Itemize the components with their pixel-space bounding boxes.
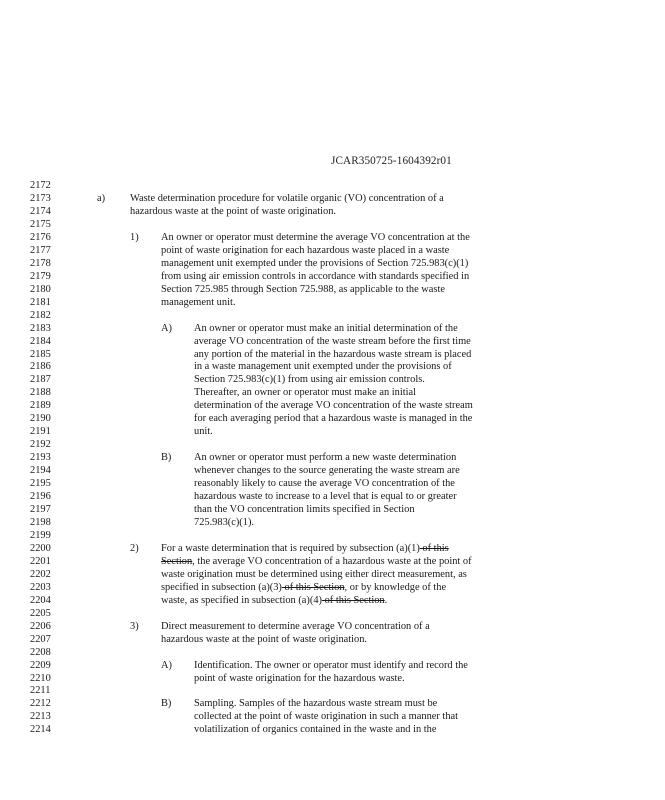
line-text-main: for each averaging period that a hazardous waste is managed in the — [194, 413, 473, 425]
line-number: 2180 — [30, 283, 51, 295]
line-number: 2189 — [30, 400, 51, 412]
document-line — [0, 465, 665, 478]
document-line — [0, 685, 665, 698]
line-text — [194, 413, 472, 424]
line-text — [161, 543, 449, 554]
line-number: 2210 — [30, 672, 51, 684]
document-line — [0, 323, 665, 336]
line-text-main: waste origination must be determined using either direct measurement, as — [161, 568, 467, 580]
line-text — [161, 258, 468, 269]
document-line — [0, 530, 665, 543]
line-number: 2211 — [30, 685, 51, 697]
document-line — [0, 660, 665, 673]
subsection-label: 1) — [130, 231, 139, 243]
subsection-label: 2) — [130, 542, 139, 554]
document-line — [0, 400, 665, 413]
document-line — [0, 608, 665, 621]
line-text — [161, 232, 470, 243]
subsection-label: A) — [161, 659, 172, 671]
line-text-main: whenever changes to the source generating the waste stream are — [194, 465, 460, 477]
document-line — [0, 349, 665, 362]
line-number: 2209 — [30, 659, 51, 671]
document-line — [0, 504, 665, 517]
line-text — [161, 582, 446, 593]
struck-text: of this Section — [281, 581, 345, 593]
line-number: 2182 — [30, 309, 51, 321]
line-number: 2181 — [30, 296, 51, 308]
document-line — [0, 180, 665, 193]
document-line — [0, 374, 665, 387]
line-text-main: An owner or operator must perform a new waste determination — [194, 452, 457, 464]
line-text-main: hazardous waste at the point of waste origination. — [130, 205, 337, 217]
line-number: 2195 — [30, 478, 51, 490]
line-text — [161, 245, 449, 256]
line-text — [194, 478, 455, 489]
document-line — [0, 439, 665, 452]
subsection-label: B) — [161, 698, 172, 710]
line-text — [161, 556, 472, 567]
document-line — [0, 569, 665, 582]
line-number: 2175 — [30, 218, 51, 230]
line-number: 2194 — [30, 465, 51, 477]
line-number: 2213 — [30, 711, 51, 723]
line-number: 2187 — [30, 374, 51, 386]
line-text-main: Section 725.985 through Section 725.988, as applicable to the waste — [161, 283, 445, 295]
line-number: 2202 — [30, 568, 51, 580]
subsection-label: a) — [97, 193, 106, 204]
line-text — [194, 452, 456, 463]
line-text-main: Identification. The owner or operator must identify and record the — [194, 659, 468, 671]
line-text — [161, 271, 469, 282]
line-text-main: For a waste determination that is required by subsection (a)(1) — [161, 542, 420, 554]
line-number: 2174 — [30, 205, 51, 217]
line-text-main: any portion of the material in the hazardous waste stream is placed — [194, 348, 472, 360]
line-text-main: reasonably likely to cause the average VO concentration of the — [194, 478, 455, 490]
document-line — [0, 478, 665, 491]
line-text — [194, 517, 254, 528]
document-line — [0, 310, 665, 323]
line-number: 2196 — [30, 491, 51, 502]
line-text — [130, 193, 444, 204]
line-text — [194, 724, 436, 735]
document-line — [0, 413, 665, 426]
line-text-main: hazardous waste to increase to a level that is equal to or greater — [194, 491, 457, 502]
document-line — [0, 698, 665, 711]
line-text — [161, 634, 367, 645]
document-line — [0, 297, 665, 310]
line-text-main: 725.983(c)(1). — [194, 517, 255, 528]
line-text-main: unit. — [194, 426, 213, 438]
line-number: 2200 — [30, 542, 51, 554]
subsection-label: A) — [161, 322, 172, 334]
line-text — [194, 400, 473, 411]
line-text-main: determination of the average VO concentration of the waste stream — [194, 400, 473, 412]
line-number: 2190 — [30, 413, 51, 425]
line-number: 2199 — [30, 529, 51, 541]
line-number: 2178 — [30, 257, 51, 269]
line-number: 2183 — [30, 322, 51, 334]
line-text — [194, 491, 457, 502]
line-text — [194, 660, 468, 671]
line-text-main: management unit exempted under the provisions of Section 725.983(c)(1) — [161, 257, 469, 269]
line-text — [130, 206, 336, 217]
line-number: 2192 — [30, 439, 51, 451]
line-number: 2188 — [30, 387, 51, 399]
line-text — [194, 465, 460, 476]
document-line — [0, 621, 665, 634]
line-number: 2206 — [30, 620, 51, 632]
document-line — [0, 724, 665, 737]
line-number: 2214 — [30, 724, 51, 736]
document-line — [0, 517, 665, 530]
struck-text: of this — [419, 542, 449, 554]
line-text — [194, 711, 458, 722]
line-number: 2184 — [30, 335, 51, 347]
line-number: 2176 — [30, 231, 51, 243]
document-line — [0, 426, 665, 439]
document-line — [0, 284, 665, 297]
document-line — [0, 647, 665, 660]
line-text-main: than the VO concentration limits specified in Section — [194, 504, 415, 515]
document-line — [0, 543, 665, 556]
line-text-main: from using air emission controls in accordance with standards specified in — [161, 270, 470, 282]
document-line — [0, 452, 665, 465]
document-line — [0, 232, 665, 245]
line-text — [194, 323, 458, 334]
document-line — [0, 491, 665, 504]
line-text-main: Thereafter, an owner or operator must make an initial — [194, 387, 417, 399]
line-number: 2179 — [30, 270, 51, 282]
line-text-main: , the average VO concentration of a hazardous waste at the point of — [192, 555, 472, 567]
line-text-main: An owner or operator must determine the average VO concentration at the — [161, 231, 470, 243]
document-line — [0, 206, 665, 219]
document-id: JCAR350725-1604392r01 — [331, 155, 452, 167]
document-line — [0, 219, 665, 232]
line-number: 2205 — [30, 607, 51, 619]
line-number: 2212 — [30, 698, 51, 710]
line-number: 2193 — [30, 452, 51, 464]
line-text-main: volatilization of organics contained in the waste and in the — [194, 724, 437, 736]
line-text-after: , or by knowledge of the — [344, 581, 447, 593]
line-text-main: point of waste origination for each hazardous waste placed in a waste — [161, 244, 450, 256]
subsection-label: 3) — [130, 620, 139, 632]
document-line — [0, 245, 665, 258]
struck-text: of this Section — [322, 594, 385, 606]
line-number: 2201 — [30, 555, 51, 567]
line-text — [194, 698, 437, 709]
line-text — [194, 374, 425, 385]
line-text — [194, 336, 471, 347]
line-text-main: Sampling. Samples of the hazardous waste stream must be — [194, 698, 438, 710]
document-line — [0, 673, 665, 686]
line-text — [161, 621, 430, 632]
line-number: 2173 — [30, 193, 51, 204]
line-text — [194, 504, 415, 515]
line-number: 2208 — [30, 646, 51, 658]
document-line — [0, 387, 665, 400]
line-text-main: collected at the point of waste origination in such a manner that — [194, 711, 459, 723]
document-line — [0, 361, 665, 374]
document-line — [0, 336, 665, 349]
subsection-label: B) — [161, 452, 172, 464]
line-number: 2203 — [30, 581, 51, 593]
line-text — [161, 569, 467, 580]
line-text — [194, 387, 416, 398]
line-number: 2177 — [30, 244, 51, 256]
line-text-main: Section 725.983(c)(1) from using air emission controls. — [194, 374, 425, 386]
line-text-main: hazardous waste at the point of waste origination. — [161, 633, 368, 645]
line-text-main: waste, as specified in subsection (a)(4) — [161, 594, 322, 606]
line-number: 2191 — [30, 426, 51, 438]
document-line — [0, 595, 665, 608]
line-number: 2172 — [30, 180, 51, 191]
line-text-main: in a waste management unit exempted under the provisions of — [194, 361, 452, 373]
document-line — [0, 258, 665, 271]
line-text-main: management unit. — [161, 296, 236, 308]
document-line — [0, 556, 665, 569]
document-line — [0, 711, 665, 724]
document-line — [0, 193, 665, 206]
line-number: 2186 — [30, 361, 51, 373]
line-text-main: point of waste origination for the hazardous waste. — [194, 672, 405, 684]
line-number: 2185 — [30, 348, 51, 360]
document-line — [0, 271, 665, 284]
document-line — [0, 582, 665, 595]
line-text — [194, 349, 471, 360]
line-number: 2197 — [30, 504, 51, 515]
line-text — [194, 673, 405, 684]
line-number: 2207 — [30, 633, 51, 645]
line-text — [194, 426, 213, 437]
line-text-main: specified in subsection (a)(3) — [161, 581, 282, 593]
document-line — [0, 634, 665, 647]
line-text-main: average VO concentration of the waste stream before the first time — [194, 335, 471, 347]
struck-text: Section — [161, 555, 193, 567]
line-text-main: An owner or operator must make an initial determination of the — [194, 322, 458, 334]
line-text-main: Direct measurement to determine average VO concentration of a — [161, 620, 430, 632]
line-text — [161, 595, 387, 606]
line-text-after: . — [384, 594, 388, 606]
line-text — [161, 297, 235, 308]
line-text-main: Waste determination procedure for volatile organic (VO) concentration of a — [130, 193, 444, 204]
line-number: 2204 — [30, 594, 51, 606]
line-number: 2198 — [30, 517, 51, 528]
line-text — [194, 361, 452, 372]
line-text — [161, 284, 445, 295]
